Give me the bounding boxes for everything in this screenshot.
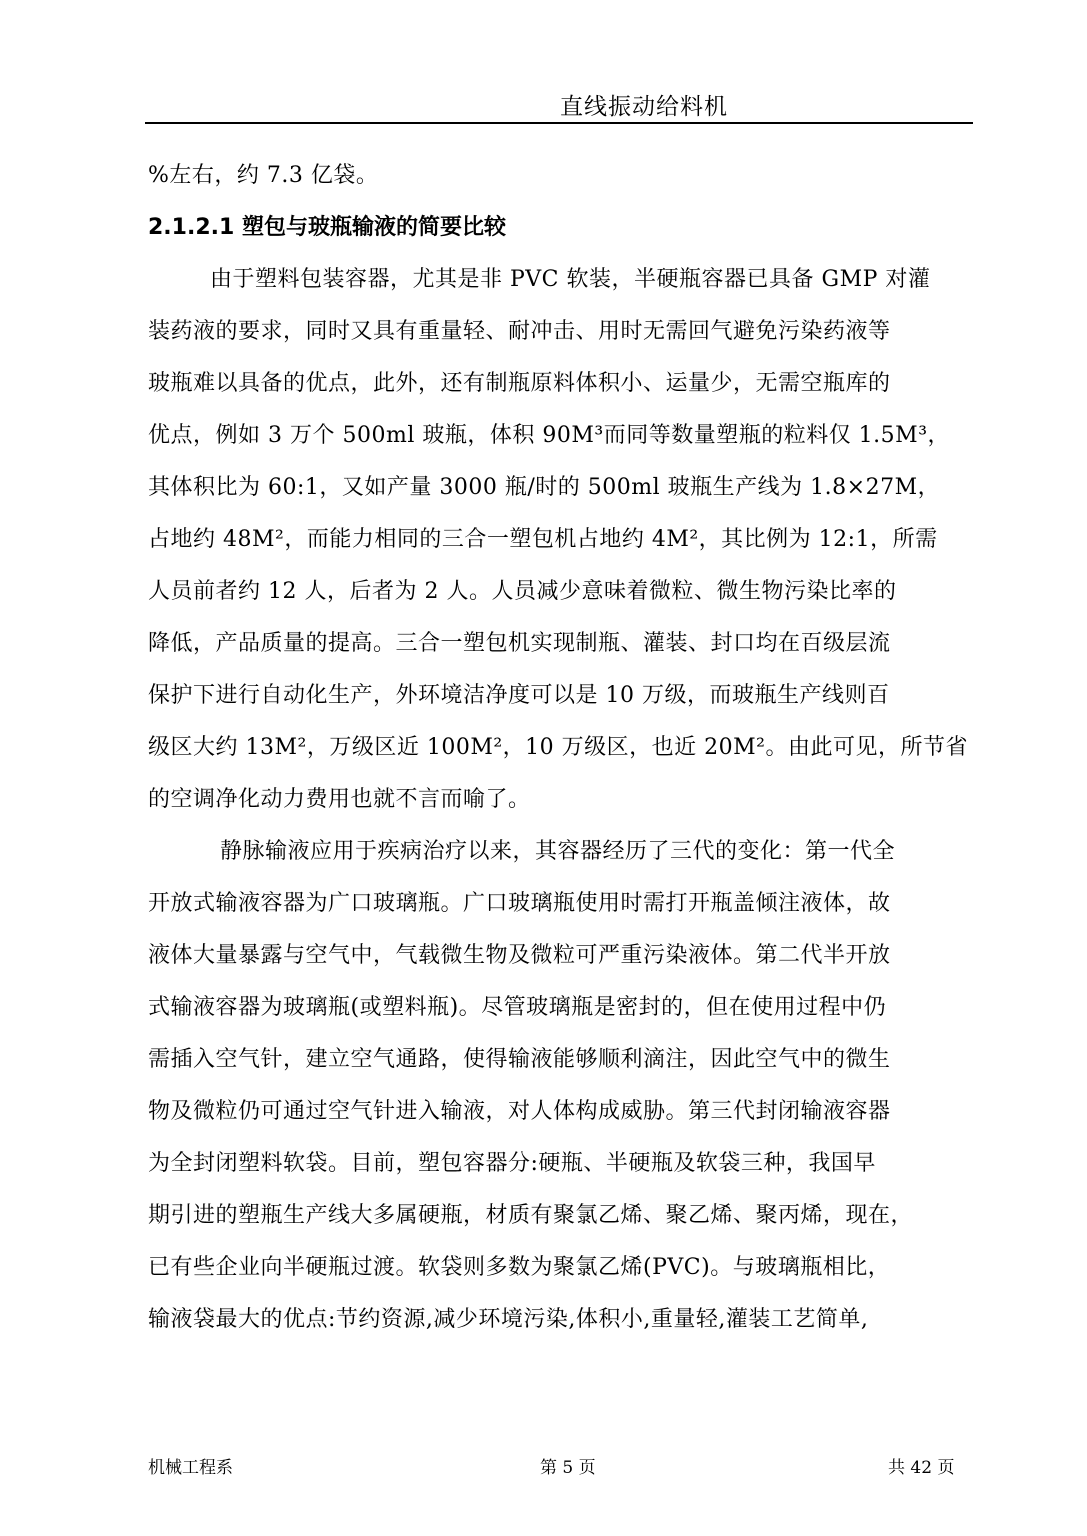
text-line: 液体大量暴露与空气中，气载微生物及微粒可严重污染液体。第二代半开放 (148, 943, 891, 968)
text-line: 降低，产品质量的提高。三合一塑包机实现制瓶、灌装、封口均在百级层流 (148, 631, 891, 656)
paragraph-first-line: 静脉输液应用于疾病治疗以来，其容器经历了三代的变化：第一代全 (220, 839, 896, 864)
text-line: 期引进的塑瓶生产线大多属硬瓶，材质有聚氯乙烯、聚乙烯、聚丙烯，现在， (148, 1203, 914, 1228)
text-line: 开放式输液容器为广口玻璃瓶。广口玻璃瓶使用时需打开瓶盖倾注液体，故 (148, 891, 891, 916)
text-line: %左右，约 7.3 亿袋。 (148, 163, 379, 188)
running-header-title: 直线振动给料机 (560, 94, 728, 120)
footer-page-number: 第 5 页 (540, 1458, 596, 1478)
text-line: 优点，例如 3 万个 500ml 玻瓶，体积 90M³而同等数量塑瓶的粒料仅 1.5M³， (148, 423, 951, 448)
text-line: 需插入空气针，建立空气通路，使得输液能够顺利滴注，因此空气中的微生 (148, 1047, 891, 1072)
text-line: 为全封闭塑料软袋。目前，塑包容器分:硬瓶、半硬瓶及软袋三种，我国早 (148, 1151, 876, 1176)
paragraph-first-line: 由于塑料包装容器，尤其是非 PVC 软装，半硬瓶容器已具备 GMP 对灌 (210, 267, 931, 292)
section-heading: 2.1.2.1 塑包与玻瓶输液的简要比较 (148, 215, 506, 240)
text-line: 人员前者约 12 人，后者为 2 人。人员减少意味着微粒、微生物污染比率的 (148, 579, 897, 604)
text-line: 装药液的要求，同时又具有重量轻、耐冲击、用时无需回气避免污染药液等 (148, 319, 891, 344)
text-line: 保护下进行自动化生产，外环境洁净度可以是 10 万级，而玻瓶生产线则百 (148, 683, 890, 708)
text-line: 级区大约 13M²，万级区近 100M²，10 万级区，也近 20M²。由此可见，所节省 (148, 735, 968, 760)
text-line: 其体积比为 60:1，又如产量 3000 瓶/时的 500ml 玻瓶生产线为 1.8×27M， (148, 475, 941, 500)
footer-total-pages: 共 42 页 (888, 1458, 955, 1478)
text-line: 输液袋最大的优点:节约资源,减少环境污染,体积小,重量轻,灌装工艺简单, (148, 1307, 869, 1332)
footer-department: 机械工程系 (148, 1458, 233, 1478)
text-line: 已有些企业向半硬瓶过渡。软袋则多数为聚氯乙烯(PVC)。与玻璃瓶相比， (148, 1255, 891, 1280)
header-rule (145, 122, 973, 124)
page-body (148, 150, 978, 1346)
text-line: 玻瓶难以具备的优点，此外，还有制瓶原料体积小、运量少，无需空瓶库的 (148, 371, 891, 396)
text-line: 式输液容器为玻璃瓶(或塑料瓶)。尽管玻璃瓶是密封的，但在使用过程中仍 (148, 995, 887, 1020)
text-line: 物及微粒仍可通过空气针进入输液，对人体构成威胁。第三代封闭输液容器 (148, 1099, 891, 1124)
text-line: 占地约 48M²，而能力相同的三合一塑包机占地约 4M²，其比例为 12:1，所需 (148, 527, 938, 552)
text-line: 的空调净化动力费用也就不言而喻了。 (148, 787, 531, 812)
